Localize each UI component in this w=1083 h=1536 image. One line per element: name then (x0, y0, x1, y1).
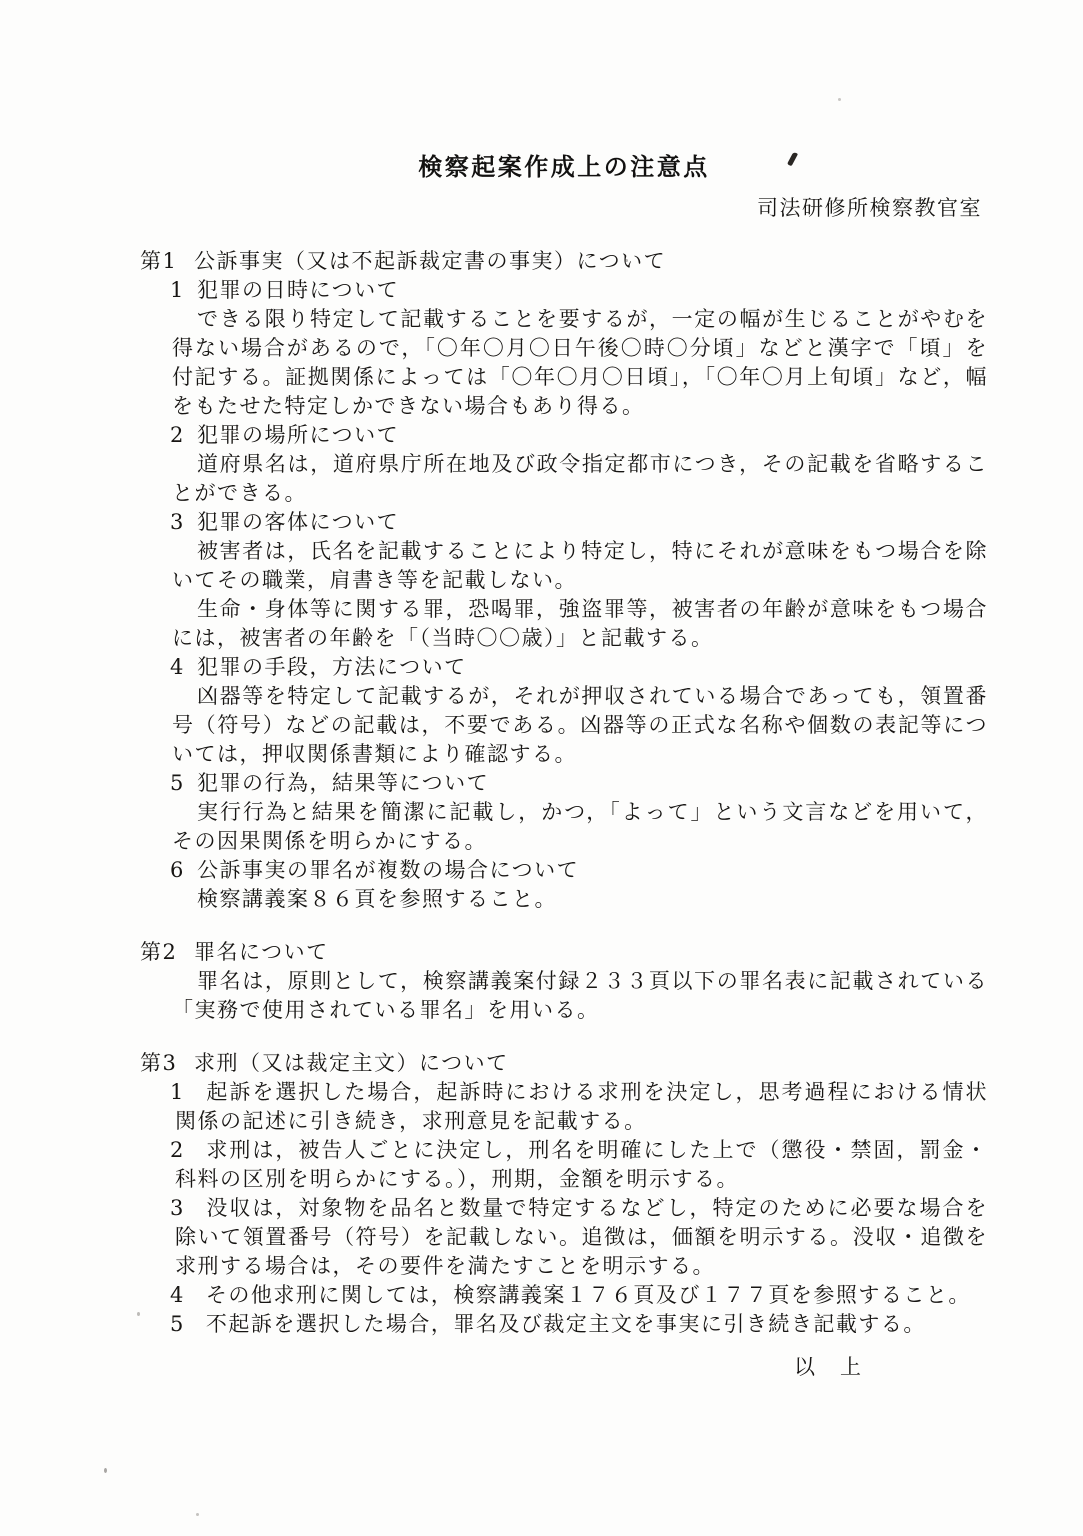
item-paragraph: できる限り特定して記載することを要するが，一定の幅が生じることがやむを得ない場合があるので，「〇年〇月〇日午後〇時〇分頃」などと漢字で「頃」を付記する。証拠関係によっては「〇年〇月〇日頃」，「〇年〇月上旬頃」など，幅をもたせた特定しかできない場合もあり得る。 (172, 307, 988, 418)
item-number: 4 (170, 1283, 185, 1307)
item-number: 4 (170, 655, 185, 679)
item-heading (140, 653, 988, 682)
document-content (140, 0, 988, 1382)
section-2 (140, 938, 988, 1025)
scan-speck (196, 1513, 199, 1516)
item-1-1 (140, 276, 988, 421)
item-paragraph: 被害者は，氏名を記載することにより特定し，特にそれが意味をもつ場合を除いてその職業，肩書き等を記載しない。 (172, 539, 988, 592)
section-title: 公訴事実（又は不起訴裁定書の事実）について (194, 249, 667, 273)
item-paragraph: 凶器等を特定して記載するが，それが押収されている場合であっても，領置番号（符号）などの記載は，不要である。凶器等の正式な名称や個数の表記等については，押収関係書類により確認する。 (172, 684, 988, 766)
section-title: 罪名について (194, 940, 329, 964)
item-number: 2 (170, 1138, 185, 1162)
page-title: 検察起案作成上の注意点 (418, 152, 710, 181)
item-heading (140, 421, 988, 450)
item-text: その他求刑に関しては，検察講義案１７６頁及び１７７頁を参照すること。 (205, 1283, 971, 1307)
item-title: 公訴事実の罪名が複数の場合について (197, 858, 580, 882)
item-heading (140, 856, 988, 885)
numbered-paragraph-1 (170, 1078, 988, 1136)
item-text: 不起訴を選択した場合，罪名及び裁定主文を事実に引き続き記載する。 (205, 1312, 926, 1336)
item-number: 3 (170, 1196, 185, 1220)
item-number: 1 (170, 1080, 185, 1104)
section-1-heading (140, 247, 988, 276)
item-heading (140, 769, 988, 798)
section-2-heading (140, 938, 988, 967)
item-heading (140, 276, 988, 305)
item-title: 犯罪の行為，結果等について (197, 771, 490, 795)
item-text: 没収は，対象物を品名と数量で特定するなどし，特定のために必要な場合を除いて領置番号（符号）を記載しない。追徴は，価額を明示する。没収・追徴を求刑する場合は，その要件を満たすことを明示する。 (175, 1196, 988, 1278)
section-1 (140, 247, 988, 914)
section-3-heading (140, 1049, 988, 1078)
item-1-4 (140, 653, 988, 769)
item-paragraph: 生命・身体等に関する罪，恐喝罪，強盗罪等，被害者の年齢が意味をもつ場合には，被害者の年齢を「（当時〇〇歳）」と記載する。 (172, 597, 988, 650)
item-number: 5 (170, 771, 185, 795)
item-paragraph: 検察講義案８６頁を参照すること。 (197, 887, 557, 911)
numbered-paragraph-5 (170, 1310, 988, 1339)
section-title: 求刑（又は裁定主文）について (194, 1051, 509, 1075)
item-title: 犯罪の手段，方法について (197, 655, 467, 679)
item-1-3 (140, 508, 988, 653)
section-paragraph: 罪名は，原則として，検察講義案付録２３３頁以下の罪名表に記載されている「実務で使用されている罪名」を用いる。 (172, 969, 988, 1022)
item-number: 6 (170, 858, 185, 882)
closing-line: 以 上 (794, 1355, 863, 1379)
scan-speck (104, 1468, 107, 1473)
item-number: 3 (170, 510, 185, 534)
item-number: 1 (170, 278, 185, 302)
section-number: 第2 (140, 940, 178, 964)
numbered-paragraph-2 (170, 1136, 988, 1194)
section-number: 第3 (140, 1051, 178, 1075)
item-paragraph: 実行行為と結果を簡潔に記載し，かつ，「よって」という文言などを用いて，その因果関係を明らかにする。 (172, 800, 988, 853)
item-title: 犯罪の客体について (197, 510, 400, 534)
item-number: 5 (170, 1312, 185, 1336)
numbered-paragraph-3 (170, 1194, 988, 1281)
item-1-6 (140, 856, 988, 914)
item-text: 求刑は，被告人ごとに決定し，刑名を明確にした上で（懲役・禁固，罰金・科料の区別を明らかにする。），刑期，金額を明示する。 (175, 1138, 988, 1191)
section-number: 第1 (140, 249, 178, 273)
item-heading (140, 508, 988, 537)
item-1-5 (140, 769, 988, 856)
numbered-paragraph-4 (170, 1281, 988, 1310)
author-line: 司法研修所検察教官室 (757, 196, 982, 220)
item-text: 起訴を選択した場合，起訴時における求刑を決定し，思考過程における情状関係の記述に引き続き，求刑意見を記載する。 (175, 1080, 988, 1133)
section-3 (140, 1049, 988, 1339)
item-1-2 (140, 421, 988, 508)
item-paragraph: 道府県名は，道府県庁所在地及び政令指定都市につき，その記載を省略することができる。 (172, 452, 988, 505)
item-title: 犯罪の日時について (197, 278, 400, 302)
item-title: 犯罪の場所について (197, 423, 400, 447)
item-number: 2 (170, 423, 185, 447)
